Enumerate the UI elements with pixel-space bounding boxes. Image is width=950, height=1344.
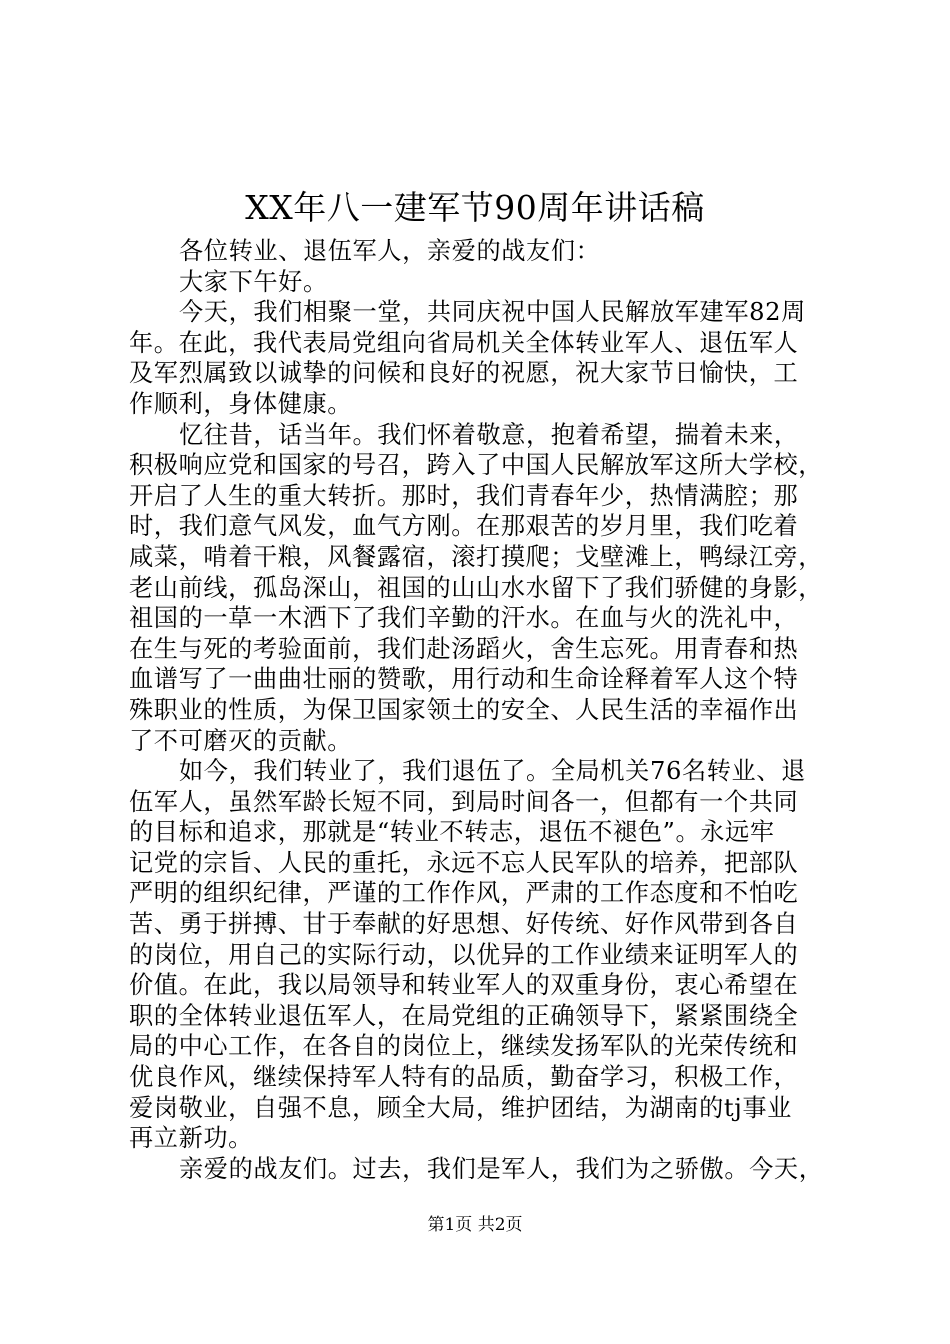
body-line: 苦、勇于拼搏、甘于奉献的好思想、好传统、好作风带到各自 bbox=[129, 910, 799, 939]
body-line: 大家下午好。 bbox=[179, 267, 328, 296]
document-title: XX年八一建军节90周年讲话稿 bbox=[245, 188, 705, 227]
body-line: 如今，我们转业了，我们退伍了。全局机关76名转业、退 bbox=[179, 757, 806, 786]
body-line: 各位转业、退伍军人，亲爱的战友们： bbox=[179, 237, 601, 265]
body-line: 优良作风，继续保持军人特有的品质，勤奋学习，积极工作， bbox=[129, 1063, 799, 1092]
body-line: 爱岗敬业，自强不息，顾全大局，维护团结，为湖南的tj事业 bbox=[129, 1093, 792, 1122]
body-line: 严明的组织纪律，严谨的工作作风，严肃的工作态度和不怕吃 bbox=[129, 879, 799, 908]
body-line: 开启了人生的重大转折。那时，我们青春年少，热情满腔；那 bbox=[129, 481, 799, 510]
body-line: 殊职业的性质，为保卫国家领土的安全、人民生活的幸福作出 bbox=[129, 695, 799, 724]
body-line: 今天，我们相聚一堂，共同庆祝中国人民解放军建军82周 bbox=[179, 298, 806, 327]
body-line: 咸菜，啃着干粮，风餐露宿，滚打摸爬；戈壁滩上，鸭绿江旁， bbox=[129, 542, 824, 571]
body-line: 亲爱的战友们。过去，我们是军人，我们为之骄傲。今天， bbox=[179, 1154, 824, 1183]
body-line: 记党的宗旨、人民的重托，永远不忘人民军队的培养，把部队 bbox=[129, 848, 799, 877]
body-line: 及军烈属致以诚挚的问候和良好的祝愿，祝大家节日愉快，工 bbox=[129, 359, 799, 388]
body-line: 血谱写了一曲曲壮丽的赞歌，用行动和生命诠释着军人这个特 bbox=[129, 665, 799, 694]
body-line: 忆往昔，话当年。我们怀着敬意，抱着希望，揣着未来， bbox=[179, 420, 799, 449]
document-body bbox=[129, 236, 835, 1184]
body-line: 再立新功。 bbox=[129, 1124, 253, 1153]
body-line: 积极响应党和国家的号召，跨入了中国人民解放军这所大学校， bbox=[129, 451, 824, 480]
body-line: 祖国的一草一木洒下了我们辛勤的汗水。在血与火的洗礼中， bbox=[129, 604, 799, 633]
body-line: 老山前线，孤岛深山，祖国的山山水水留下了我们骄健的身影， bbox=[129, 573, 824, 602]
body-line: 职的全体转业退伍军人，在局党组的正确领导下，紧紧围绕全 bbox=[129, 1001, 799, 1030]
body-line: 伍军人，虽然军龄长短不同，到局时间各一，但都有一个共同 bbox=[129, 787, 799, 816]
body-line: 局的中心工作，在各自的岗位上，继续发扬军队的光荣传统和 bbox=[129, 1032, 799, 1061]
page-footer: 第1页 共2页 bbox=[427, 1215, 523, 1235]
body-line: 作顺利，身体健康。 bbox=[129, 389, 353, 418]
body-line: 年。在此，我代表局党组向省局机关全体转业军人、退伍军人 bbox=[129, 328, 799, 357]
body-line: 时，我们意气风发，血气方刚。在那艰苦的岁月里，我们吃着 bbox=[129, 512, 799, 541]
body-line: 在生与死的考验面前，我们赴汤蹈火，舍生忘死。用青春和热 bbox=[129, 634, 799, 663]
body-line: 的目标和追求，那就是“转业不转志，退伍不褪色”。永远牢 bbox=[129, 818, 775, 847]
body-line: 了不可磨灭的贡献。 bbox=[129, 726, 353, 755]
body-line: 价值。在此，我以局领导和转业军人的双重身份，衷心希望在 bbox=[129, 971, 799, 1000]
body-line: 的岗位，用自己的实际行动，以优异的工作业绩来证明军人的 bbox=[129, 940, 799, 969]
